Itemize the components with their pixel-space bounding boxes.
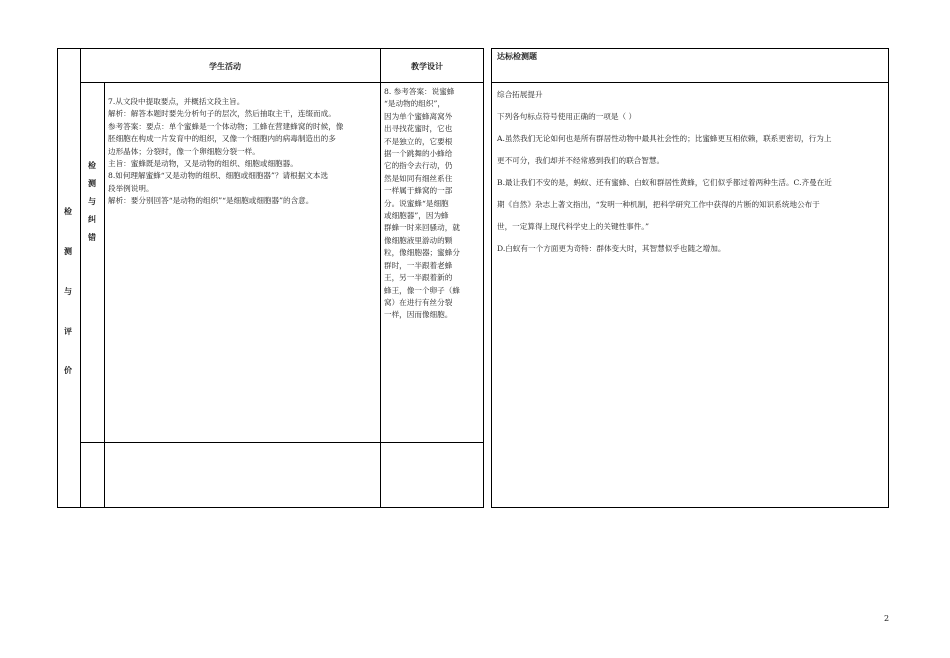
teaching-line: “是动物的组织”， — [384, 99, 445, 109]
option-a-line: A.虽然我们无论如何也是所有群居性动物中最具社会性的；比蜜蜂更互相依赖，联系更密切，行为上 — [497, 134, 832, 143]
student-line: 主旨：蜜蜂既是动物，又是动物的组织、细胞或细胞器。 — [108, 159, 298, 169]
section-title-char: 评 — [64, 327, 72, 336]
subsection-title-char: 测 — [88, 179, 96, 188]
teaching-line: 然是如同有细丝系住 — [384, 173, 453, 183]
option-b-line: 期《自然》杂志上著文指出，“发明一种机制，把科学研究工作中获得的片断的知识系统地公布于 — [497, 200, 820, 209]
option-d: D.白蚁有一个方面更为奇特：群体变大时，其智慧似乎也随之增加。 — [497, 244, 726, 253]
left-col-divider-1 — [80, 48, 81, 508]
left-header-divider — [80, 82, 484, 83]
left-table-border-right — [483, 48, 484, 508]
teaching-line: 出寻找花蜜时，它也 — [384, 124, 453, 134]
right-table-border-left — [491, 48, 492, 508]
teaching-line: 群蜂一时来回骚动，就 — [384, 223, 460, 233]
student-line: 解析：解答本题时要先分析句子的层次，然后抽取主干，连缀而成。 — [108, 109, 336, 119]
student-line: 段举例说明。 — [108, 183, 154, 193]
teaching-line: 王，另一半跟着新的 — [384, 273, 453, 283]
student-line: 边形晶体；分裂时，像一个卵细胞分裂一样。 — [108, 146, 260, 156]
teaching-line: 一样，因而像细胞。 — [384, 310, 453, 320]
right-header-divider — [491, 82, 889, 83]
section-title-char: 测 — [64, 247, 72, 256]
section-title-char: 与 — [64, 287, 72, 296]
teaching-line: 8. 参考答案：说蜜蜂 — [384, 87, 455, 96]
subheader: 综合拓展提升 — [497, 90, 543, 99]
teaching-line: 群时，一半跟着老蜂 — [384, 260, 453, 270]
teaching-line: 因为单个蜜蜂离窝外 — [384, 111, 453, 121]
section-title-char: 检 — [64, 207, 72, 216]
teaching-line: 蜂王，像一个卵子（蜂 — [384, 285, 460, 295]
student-line: 胚细胞在构成一片发育中的组织，又像一个细胞内的病毒制造出的多 — [108, 134, 336, 144]
teaching-line: 像细胞液里游动的颗 — [384, 235, 453, 245]
right-table-border-right — [888, 48, 889, 508]
subsection-title-char: 检 — [88, 161, 96, 170]
question: 下列各句标点符号使用正确的一项是（ ） — [497, 112, 637, 121]
left-table-border-top — [57, 48, 484, 49]
option-b-line: 世，一定算得上现代科学史上的关键性事件。” — [497, 222, 649, 231]
page-number: 2 — [884, 614, 890, 623]
subsection-title-char: 与 — [88, 197, 96, 206]
teaching-line: 或细胞器”，因为蜂 — [384, 211, 449, 221]
left-table-border-left — [57, 48, 58, 508]
teaching-design-content — [384, 86, 480, 322]
left-row-divider — [80, 442, 484, 443]
option-b-line: B.最让我们不安的是，蚂蚁、还有蜜蜂、白蚁和群居性黄蜂，它们似乎都过着两种生活。C.齐曼在近 — [497, 178, 832, 187]
left-table-border-bottom — [57, 507, 484, 508]
header-teaching-design: 教学设计 — [411, 62, 443, 71]
section-title-char: 价 — [64, 366, 72, 375]
teaching-line: 它的指令去行动，仍 — [384, 161, 453, 171]
left-col-divider-3 — [380, 48, 381, 508]
assessment-header: 达标检测题 — [497, 52, 537, 61]
student-line: 7.从文段中提取要点，并概括文段主旨。 — [108, 97, 245, 106]
assessment-content — [497, 89, 887, 255]
subsection-title-char: 纠 — [88, 215, 96, 224]
student-activity-content — [108, 96, 380, 208]
header-student-activity: 学生活动 — [209, 62, 241, 71]
option-a-line: 更不可分，我们却并不经常感到我们的联合智慧。 — [497, 156, 665, 165]
teaching-line: 不是独立的，它要根 — [384, 136, 453, 146]
right-table-border-bottom — [491, 507, 889, 508]
student-line: 参考答案：要点：单个蜜蜂是一个体动物；工蜂在营建蜂窝的时候，像 — [108, 121, 344, 131]
teaching-line: 据一个跳舞的小蜂给 — [384, 149, 453, 159]
teaching-line: 窝）在进行有丝分裂 — [384, 297, 453, 307]
subsection-title-char: 错 — [88, 233, 96, 242]
left-col-divider-2 — [104, 82, 105, 508]
teaching-line: 一样属于蜂窝的一部 — [384, 186, 453, 196]
student-line: 解析：要分别回答“是动物的组织”“是细胞或细胞器”的含意。 — [108, 196, 314, 206]
right-table-border-top — [491, 48, 889, 49]
student-line: 8.如何理解蜜蜂“又是动物的组织、细胞或细胞器”？请根据文本选 — [108, 171, 329, 181]
teaching-line: 粒，像细胞器；蜜蜂分 — [384, 248, 460, 258]
teaching-line: 分。说蜜蜂“是细胞 — [384, 198, 449, 208]
